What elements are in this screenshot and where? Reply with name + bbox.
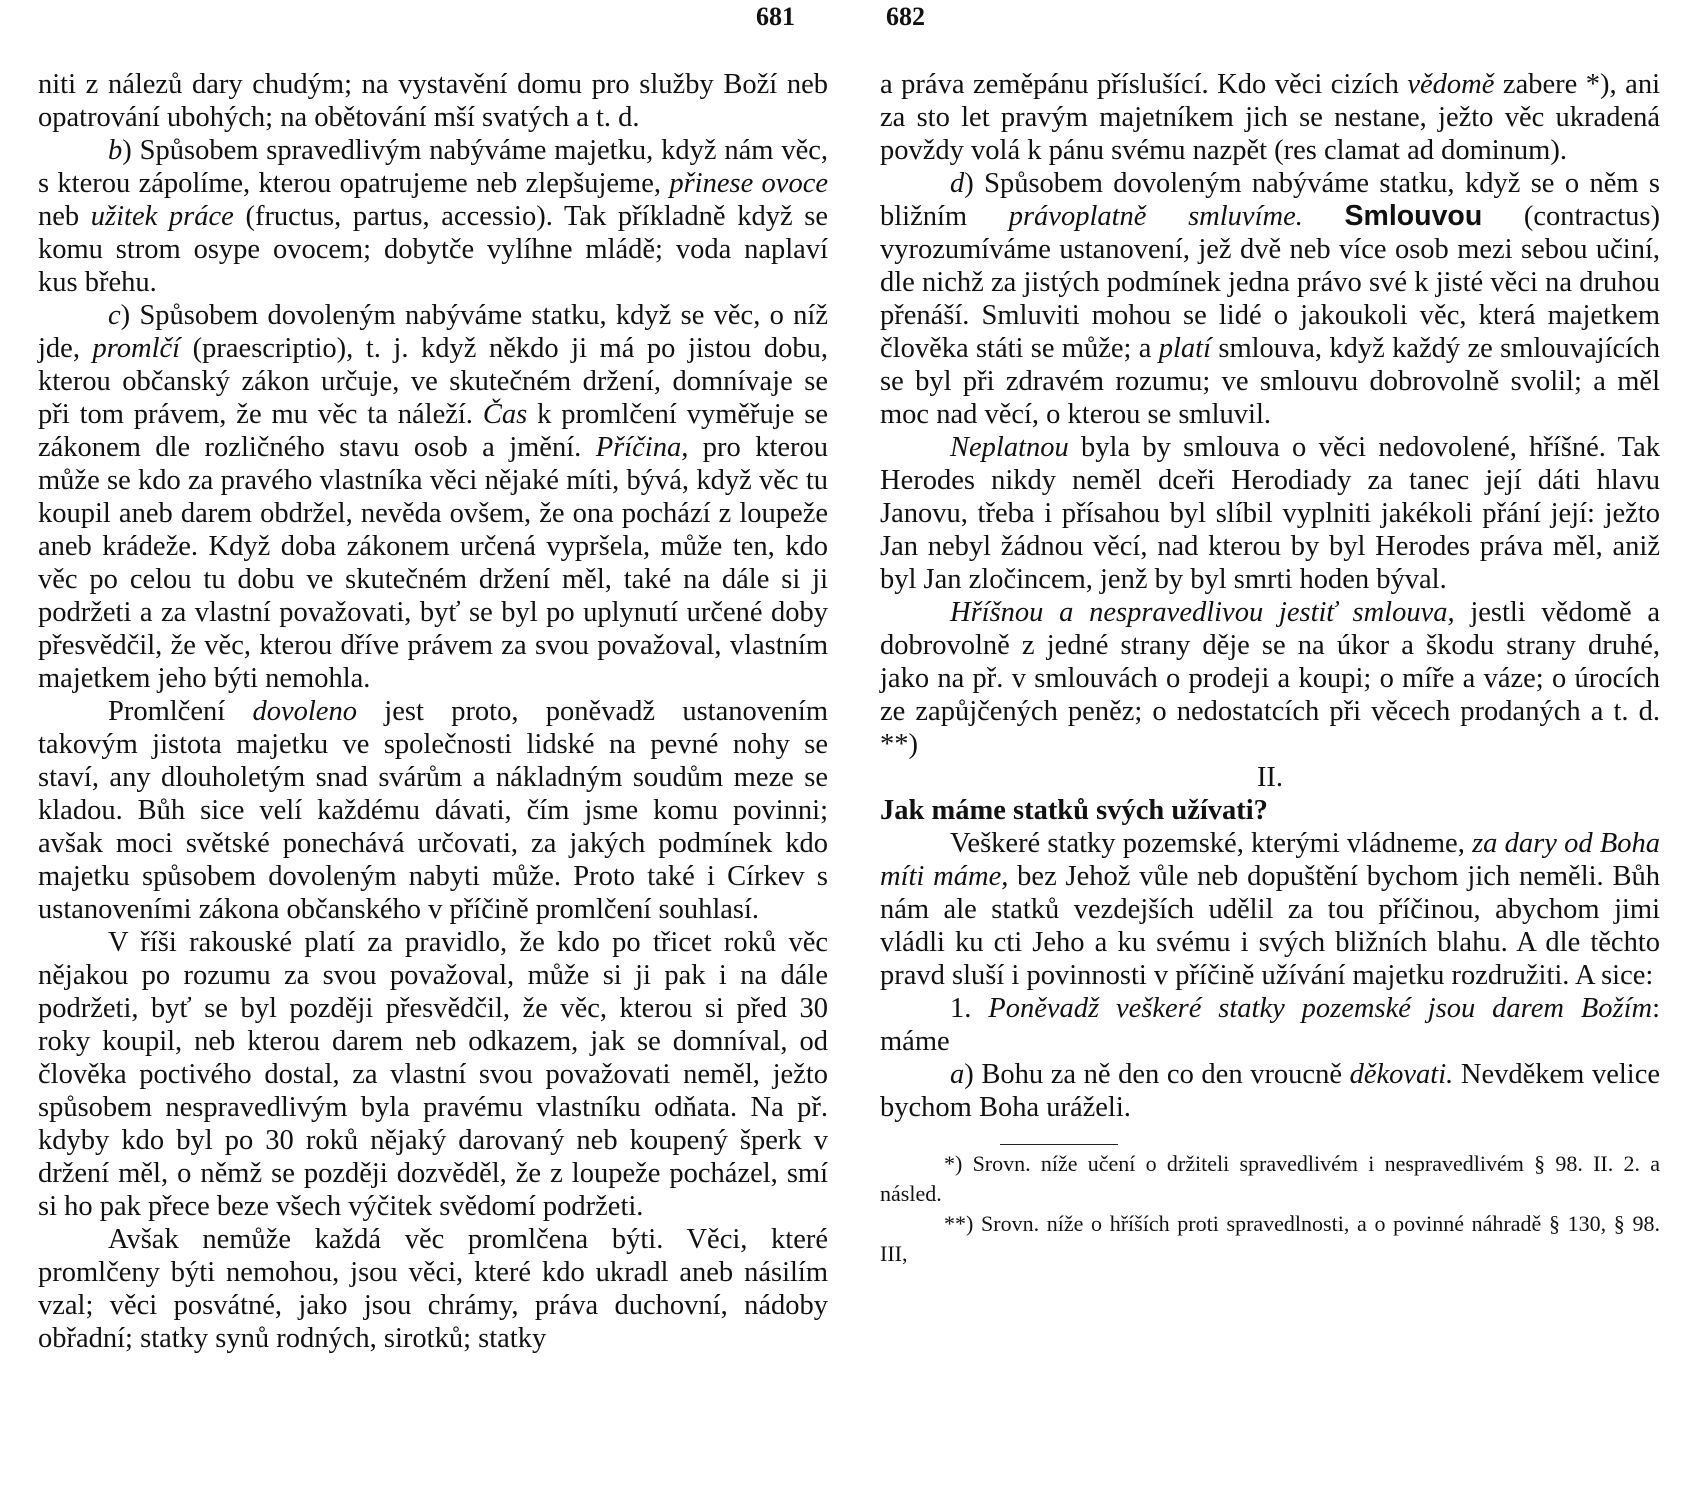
footnote-divider [1000, 1144, 1118, 1145]
paragraph: d) Spůsobem dovoleným nabýváme statku, když se o něm s bližním právoplatně smluvíme. Smlouvou (contractus) vyrozumíváme ustanovení, jež dvě neb více osob mezi sebou učiní, dle nichž za jistých podmínek jedna právo své k jisté věci na druhou přenáší. Smluviti mohou se lidé o jakoukoli věc, která majetkem člověka státi se může; a platí smlouva, když každý ze smlouvajících se byl při zdravém rozumu; ve smlouvu dobrovolně svolil; a měl moc nad věcí, o kterou se smluvil. [880, 168, 1661, 430]
left-column [38, 68, 828, 1355]
page-number-right: 682 [886, 2, 925, 31]
footnote: *) Srovn. níže učení o držiteli spravedlivém i nespravedlivém § 98. II. 2. a násled. [880, 1151, 1660, 1206]
paragraph: Promlčení dovoleno jest proto, poněvadž ustanovením takovým jistota majetku ve společnosti lidské na pevné nohy se staví, any dlouholetým snad svárům a nákladným soudům meze se kladou. Bůh sice velí každému dávati, čím jsme komu povinni; avšak moci světské ponechává určovati, za jakých podmínek kdo majetku spůsobem dovoleným nabyti může. Proto také i Církev s ustanoveními zákona občanského v příčině promlčení souhlasí. [38, 696, 828, 925]
paragraph: c) Spůsobem dovoleným nabýváme statku, když se věc, o níž jde, promlčí (praescriptio), t. j. když někdo ji má po jistou dobu, kterou občanský zákon určuje, ve skutečném držení, domnívaje se při tom právem, že mu věc ta náleží. Čas k promlčení vyměřuje se zákonem dle rozličného stavu osob a jmění. Příčina, pro kterou může se kdo za pravého vlastníka věci nějaké míti, bývá, když věc tu koupil aneb darem obdržel, nevěda ovšem, že ona pochází z loupeže aneb krádeže. Když doba zákonem určená vypršela, může ten, kdo věc po celou tu dobu ve skutečném držení měl, také na dále si ji podržeti a za vlastní považovati, byť se byl po uplynutí určené doby přesvědčil, že věc, kterou dříve právem za svou považoval, vlastním majetkem jeho býti nemohla. [38, 300, 828, 694]
paragraph: Veškeré statky pozemské, kterými vládneme, za dary od Boha míti máme, bez Jehož vůle neb dopuštění bychom jich neměli. Bůh nám ale statků vezdejších udělil za tou příčinou, abychom jimi vládli ku cti Jeho a ku svému i svých bližních blahu. A dle těchto pravd sluší i povinnosti v příčině užívání majetku rozdružiti. A sice: [880, 828, 1660, 991]
section-heading: Jak máme statků svých užívati? [880, 795, 1268, 826]
right-column [880, 68, 1660, 1269]
paragraph: a práva zeměpánu příslušící. Kdo věci cizích vědomě zabere *), ani za sto let pravým majetníkem jich se nestane, ježto věc ukradená povždy volá k pánu svému nazpět (res clamat ad dominum). [880, 69, 1660, 166]
paragraph: Avšak nemůže každá věc promlčena býti. Věci, které promlčeny býti nemohou, jsou věci, které kdo ukradl aneb násilím vzal; věci posvátné, jako jsou chrámy, práva duchovní, nádoby obřadní; statky synů rodných, sirotků; statky [38, 1224, 828, 1354]
paragraph: 1. Poněvadž veškeré statky pozemské jsou darem Božím: máme [880, 993, 1661, 1057]
paragraph: Hříšnou a nespravedlivou jestiť smlouva, jestli vědomě a dobrovolně z jedné strany děje se na úkor a škodu strany druhé, jako na př. v smlouvách o prodeji a koupi; o míře a váze; o úrocích ze zapůjčených peněz; o nedostatcích při věcech prodaných a t. d. **) [880, 597, 1661, 760]
paragraph: niti z nálezů dary chudým; na vystavění domu pro služby Boží neb opatrování ubohých; na obětování mší svatých a t. d. [38, 69, 828, 133]
paragraph: a) Bohu za ně den co den vroucně děkovati. Nevděkem velice bychom Boha uráželi. [880, 1059, 1660, 1123]
paragraph: V říši rakouské platí za pravidlo, že kdo po třicet roků věc nějakou po rozumu za svou považoval, může si ji pak i na dále podržeti, byť se byl později přesvědčil, že věc, kterou si před 30 roky koupil, neb kterou darem neb odkazem, jak se domníval, od člověka poctivého dostal, za vlastní svou považovati neměl, ježto spůsobem nespravedlivým byla pravému vlastníku odňata. Na př. kdyby kdo byl po 30 roků nějaký darovaný neb koupený šperk v držení měl, o němž se později dozvěděl, že z loupeže pocházel, smí si ho pak přece beze všech výčitek svědomí podržeti. [38, 927, 828, 1222]
paragraph: Neplatnou byla by smlouva o věci nedovolené, hříšné. Tak Herodes nikdy neměl dceři Herodiady za tanec její dáti hlavu Janovu, třeba i přísahou byl slíbil vyplniti jakékoli přání její: ježto Jan nebyl žádnou věcí, nad kterou by byl Herodes práva měl, aniž byl Jan zločincem, jenž by byl smrti hoden býval. [880, 432, 1660, 595]
footnotes [880, 1149, 1660, 1269]
footnote: **) Srovn. níže o hříších proti spravedlnosti, a o povinné náhradě § 130, § 98. III, [880, 1211, 1660, 1266]
paragraph: b) Spůsobem spravedlivým nabýváme majetku, když nám věc, s kterou zápolíme, kterou opatrujeme neb zlepšujeme, přinese ovoce neb užitek práce (fructus, partus, accessio). Tak příkladně když se komu strom osype ovocem; dobytče vylíhne mládě; voda naplaví kus břehu. [38, 135, 828, 298]
page-number-left: 681 [756, 2, 795, 31]
section-number: II. [1256, 762, 1284, 793]
